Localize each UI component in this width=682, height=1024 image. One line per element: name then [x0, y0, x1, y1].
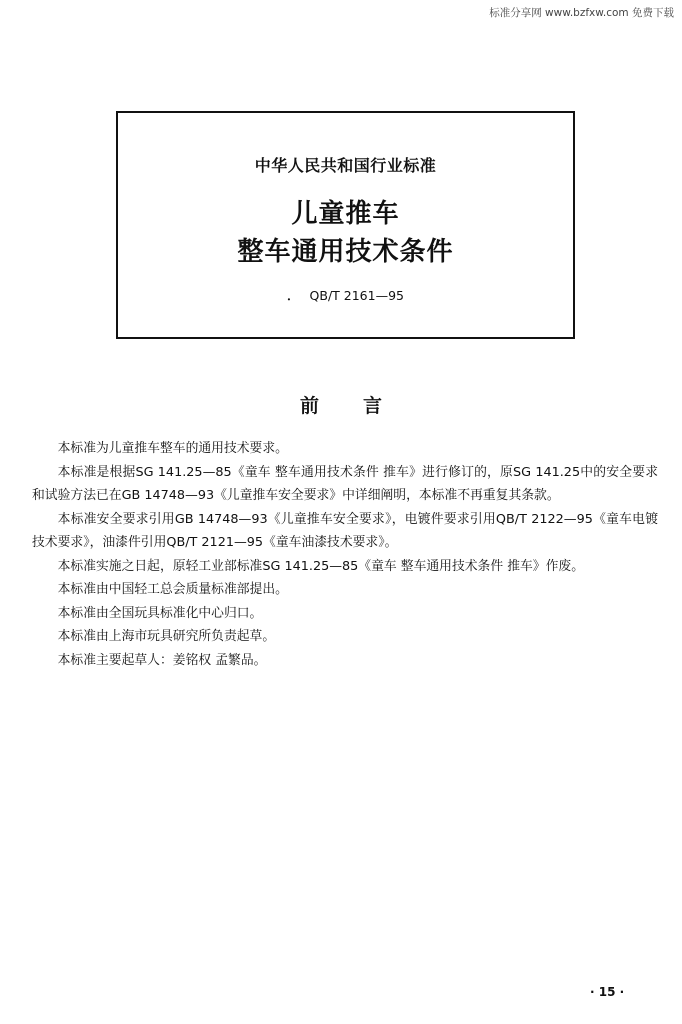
preface-paragraph-8: 本标准主要起草人：姜铭权 孟繁品。	[57, 652, 267, 668]
preface-body	[32, 437, 658, 672]
issuing-authority: 中华人民共和国行业标准	[254, 156, 437, 175]
preface-paragraph-6: 本标准由全国玩具标准化中心归口。	[57, 605, 263, 621]
standard-code: QB/T 2161—95	[309, 288, 404, 303]
preface-paragraph-1: 本标准为儿童推车整车的通用技术要求。	[57, 441, 288, 456]
page-number: · 15 ·	[590, 985, 625, 999]
watermark-text: 标准分享网 www.bzfxw.com 免费下载	[489, 7, 674, 19]
preface-paragraph-7: 本标准由上海市玩具研究所负责起草。	[57, 629, 276, 644]
preface-heading: 前言	[299, 395, 426, 417]
preface-paragraph-5: 本标准由中国轻工总会质量标准部提出。	[57, 582, 288, 597]
preface-paragraph-2: 本标准是根据SG 141.25—85《童车 整车通用技术条件 推车》进行修订的，原SG 141.25中的安全要求和试验方法已在GB 14748—93《儿童推车安全要求》中详细阐明，本标准不再重复其条款。	[32, 464, 658, 503]
preface-paragraph-3: 本标准安全要求引用GB 14748—93《儿童推车安全要求》，电镀件要求引用QB/T 2122—95《童车电镀技术要求》，油漆件引用QB/T 2121—95《童车油漆技术要求》。	[32, 511, 658, 550]
code-bullet: ．	[287, 288, 300, 303]
standard-code-line	[118, 286, 573, 304]
preface-paragraph-4: 本标准实施之日起，原轻工业部标准SG 141.25—85《童车 整车通用技术条件 推车》作废。	[57, 558, 584, 574]
document-title-line-2: 整车通用技术条件	[237, 237, 454, 267]
standard-title-box	[116, 111, 575, 339]
document-title-line-1: 儿童推车	[291, 199, 400, 229]
